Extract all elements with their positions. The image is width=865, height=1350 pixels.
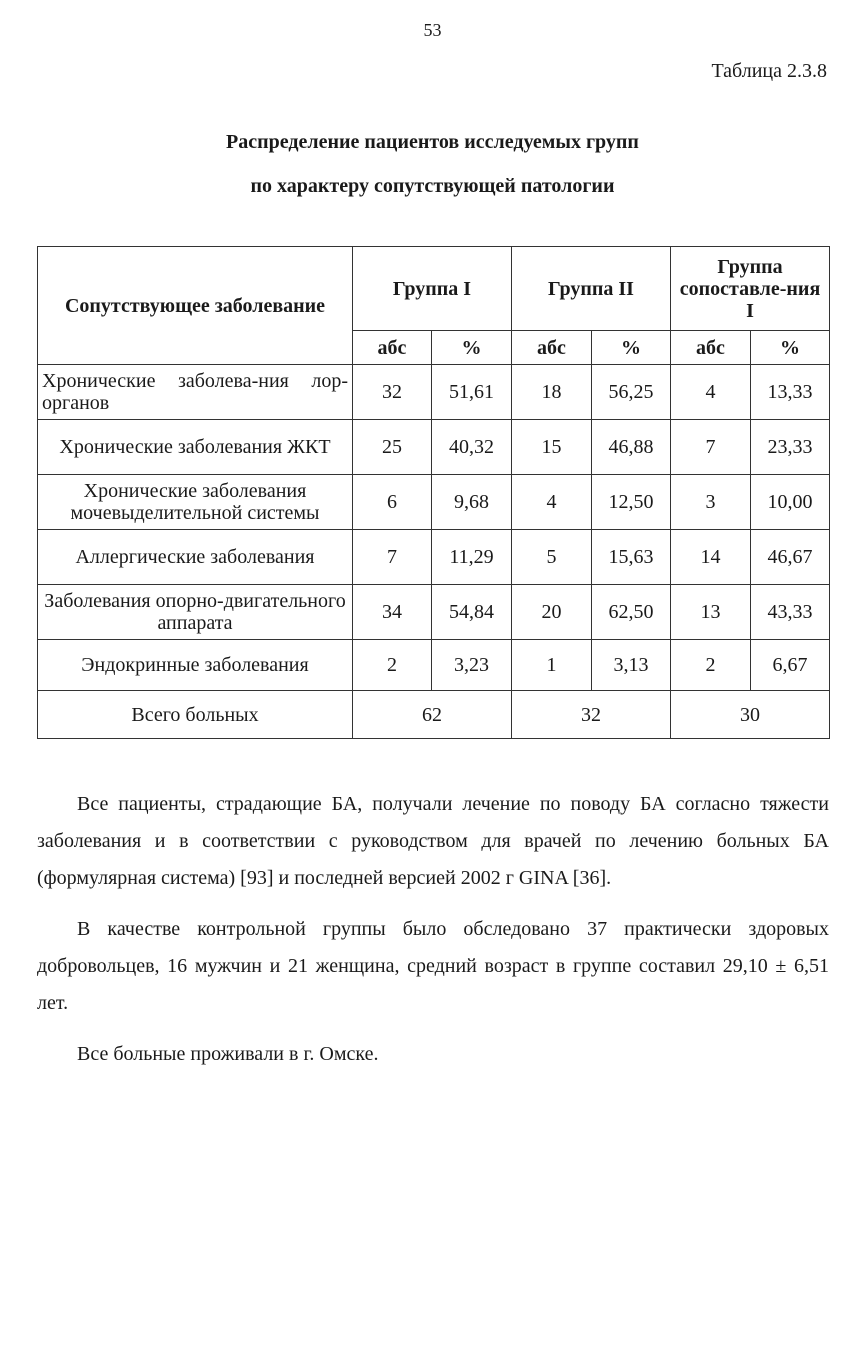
value-cell: 3 (671, 475, 751, 530)
header-group-1: Группа I (353, 247, 512, 331)
paragraph: В качестве контрольной группы было обследовано 37 практически здоровых добровольцев, 16 мужчин и 21 женщина, средний возраст в группе составил 29,10 ± 6,51 лет. (37, 918, 829, 1014)
value-cell: 62,50 (592, 585, 671, 640)
value-cell: 13,33 (751, 365, 830, 420)
table-title-line-1: Распределение пациентов исследуемых групп (226, 131, 639, 153)
table-title (0, 120, 865, 208)
table-total-row (38, 691, 830, 739)
disease-cell: Эндокринные заболевания (38, 640, 353, 691)
total-label: Всего больных (38, 691, 353, 739)
value-cell: 46,88 (592, 420, 671, 475)
table-row (38, 530, 830, 585)
value-cell: 2 (671, 640, 751, 691)
value-cell: 10,00 (751, 475, 830, 530)
table-row (38, 365, 830, 420)
value-cell: 25 (353, 420, 432, 475)
table-row (38, 640, 830, 691)
subheader-abs: абс (671, 331, 751, 365)
value-cell: 1 (512, 640, 592, 691)
value-cell: 56,25 (592, 365, 671, 420)
value-cell: 18 (512, 365, 592, 420)
value-cell: 34 (353, 585, 432, 640)
value-cell: 7 (353, 530, 432, 585)
header-disease: Сопутствующее заболевание (38, 247, 353, 365)
value-cell: 46,67 (751, 530, 830, 585)
header-group-3: Группа сопоставле-ния I (671, 247, 830, 331)
value-cell: 11,29 (432, 530, 512, 585)
value-cell: 6,67 (751, 640, 830, 691)
disease-cell: Хронические заболева-ния лор-органов (38, 365, 353, 420)
value-cell: 23,33 (751, 420, 830, 475)
value-cell: 32 (353, 365, 432, 420)
value-cell: 43,33 (751, 585, 830, 640)
subheader-abs: абс (512, 331, 592, 365)
value-cell: 54,84 (432, 585, 512, 640)
paragraph: Все пациенты, страдающие БА, получали лечение по поводу БА согласно тяжести заболевания и в соответствии с руководством для врачей по лечению больных БА (формулярная система) [93] и последней версией 2002 г GINA [36]. (37, 793, 829, 889)
disease-cell: Хронические заболевания ЖКТ (38, 420, 353, 475)
value-cell: 14 (671, 530, 751, 585)
value-cell: 3,13 (592, 640, 671, 691)
value-cell: 7 (671, 420, 751, 475)
value-cell: 12,50 (592, 475, 671, 530)
value-cell: 15,63 (592, 530, 671, 585)
table-row (38, 585, 830, 640)
comorbidity-table (37, 246, 830, 739)
value-cell: 40,32 (432, 420, 512, 475)
value-cell: 6 (353, 475, 432, 530)
subheader-pct: % (592, 331, 671, 365)
value-cell: 51,61 (432, 365, 512, 420)
page-number: 53 (423, 20, 442, 40)
disease-cell: Хронические заболевания мочевыделительной системы (38, 475, 353, 530)
value-cell: 9,68 (432, 475, 512, 530)
total-group-1: 62 (353, 691, 512, 739)
disease-cell: Аллергические заболевания (38, 530, 353, 585)
paragraph: Все больные проживали в г. Омске. (77, 1043, 379, 1065)
subheader-abs: абс (353, 331, 432, 365)
value-cell: 13 (671, 585, 751, 640)
disease-cell: Заболевания опорно-двигательного аппарата (38, 585, 353, 640)
value-cell: 3,23 (432, 640, 512, 691)
table-row (38, 475, 830, 530)
value-cell: 5 (512, 530, 592, 585)
value-cell: 20 (512, 585, 592, 640)
subheader-pct: % (432, 331, 512, 365)
subheader-pct: % (751, 331, 830, 365)
table-label: Таблица 2.3.8 (711, 60, 827, 82)
table-header-row (38, 247, 830, 331)
total-group-3: 30 (671, 691, 830, 739)
value-cell: 15 (512, 420, 592, 475)
total-group-2: 32 (512, 691, 671, 739)
body-text (37, 786, 829, 1087)
table-title-line-2: по характеру сопутствующей патологии (250, 175, 615, 197)
table-row (38, 420, 830, 475)
value-cell: 2 (353, 640, 432, 691)
value-cell: 4 (512, 475, 592, 530)
header-group-2: Группа II (512, 247, 671, 331)
value-cell: 4 (671, 365, 751, 420)
